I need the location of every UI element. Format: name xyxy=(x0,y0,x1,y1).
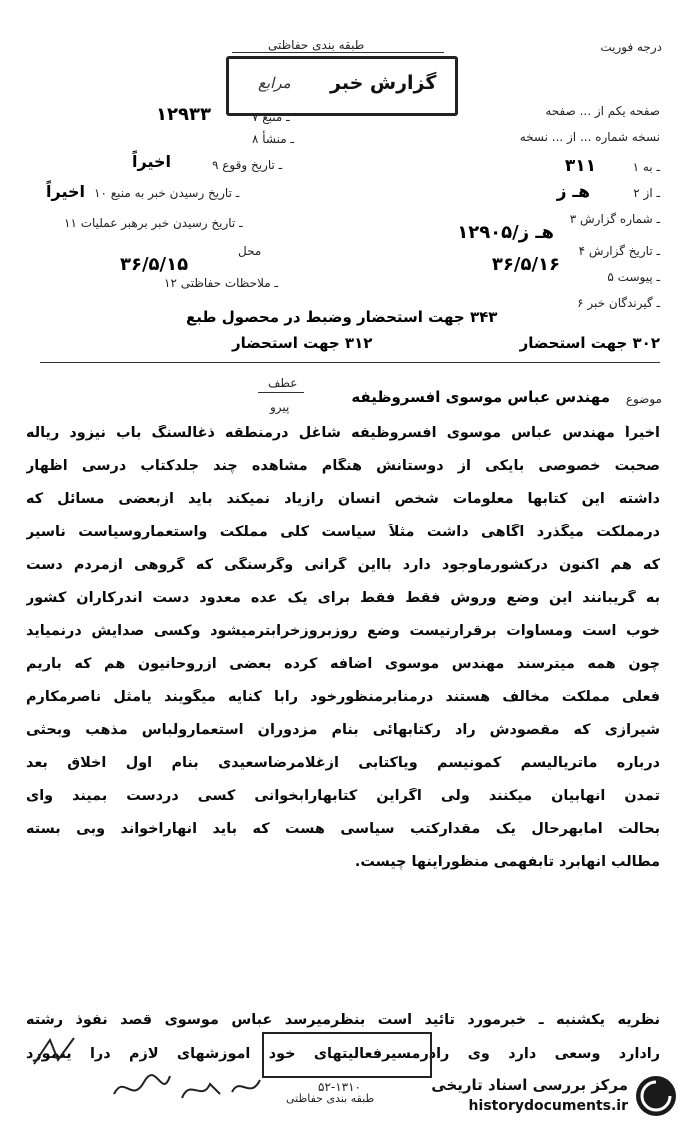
field-occurrence-date-label: ۹ ـ تاریخ وقوع xyxy=(212,158,283,172)
recipients-line-2-left: ۳۱۲ جهت استحضار xyxy=(232,334,373,352)
origin-label: ۸ ـ منشأ xyxy=(252,132,295,146)
field-report-number-value: ۱۲۹۰۵/هـ ز xyxy=(457,222,554,243)
assessment-line-1: نظریه یکشنبه ـ خبرمورد تائید است بنظرمیرسد عباس موسوی قصد نفوذ رشته xyxy=(26,1012,660,1028)
body-line-8: چون همه میترسند مهندس موسوی اضافه کرده بعضی ازروحانیون هم که باریم xyxy=(26,656,660,672)
stamp-handwritten: مرابع xyxy=(258,74,291,92)
recipients-line-2-right: ۳۰۲ جهت استحضار xyxy=(519,334,660,352)
piro-label: پیرو xyxy=(270,400,290,414)
classification-bottom: طبقه بندی حفاظتی xyxy=(286,1092,375,1105)
body-line-12: تمدن آنهابیان میکنند ولی اگراین کتابهارابخوانی کسی دردست بمیند وای xyxy=(26,788,660,804)
watermark-logo-icon xyxy=(636,1076,676,1116)
body-line-13: بحالت امابهرحال یک مقدارکتب سیاسی هست که باید آنهاراخواند وبی بسته xyxy=(26,821,660,837)
field-to-value: ۳۱۱ xyxy=(564,156,596,176)
field-attachment-label: ۵ ـ پیوست xyxy=(607,270,660,284)
field-to-label: ۱ ـ به xyxy=(632,160,660,174)
body-line-3: داشته این کتابها معلومات شخص انسان رازیاد نمیکند باید ازبعضی مسائل که xyxy=(26,491,660,507)
body-line-9: فعلی مملکت مخالف هستند درمنابرمنظورخود رابا کنایه میگویند یامثل ناصرمکارم xyxy=(26,689,660,705)
classification-top: طبقه بندی حفاظتی xyxy=(268,38,365,52)
field-security-notes-label: ۱۲ ـ ملاحظات حفاظتی xyxy=(164,276,278,290)
field-source-received-label: ۱۰ ـ تاریخ رسیدن خبر به منبع xyxy=(94,186,240,200)
body-line-6: به گریبانند این وضع وروش فقط فقط برای یک عده معدود دست اندرکاران کشور xyxy=(26,590,660,606)
atf-label: عطف xyxy=(268,376,298,390)
body-line-1: اخیراً مهندس عباس موسوی افسروظیفه شاغل درمنطقه ذغالسنگ باب نیزود ریاله xyxy=(26,425,660,441)
source-label: ۷ ـ منبع xyxy=(252,110,290,124)
ref-code: ۵۲-۱۳۱۰ xyxy=(318,1080,362,1094)
subject-label: موضوع xyxy=(625,392,662,406)
watermark-title: مرکز بررسی اسناد تاریخی xyxy=(431,1076,628,1094)
page-label: صفحه یکم از ... صفحه xyxy=(545,104,660,118)
watermark-url: historydocuments.ir xyxy=(468,1098,628,1114)
field-ops-received-label: ۱۱ ـ تاریخ رسیدن خبر برهبر عملیات xyxy=(64,216,243,230)
priority-label: درجه فوریت xyxy=(600,40,662,54)
subject-value: مهندس عباس موسوی افسروظیفه xyxy=(351,388,610,406)
body-line-11: درباره ماتریالیسم کمونیسم ویاکتابی ازغلامرضاسعیدی بنام اول اخلاق بعد xyxy=(26,755,660,771)
header-rule xyxy=(232,52,444,53)
assessment-line-2: رادارد وسعی دارد وی رادرمسیرفعالیتهای خود آموزشهای لازم درا ینمورد xyxy=(26,1046,660,1062)
field-from-value: هـ ز xyxy=(556,182,590,202)
field-from-label: ۲ ـ از xyxy=(633,186,660,200)
separator-line xyxy=(40,362,660,363)
field-place-value: ۳۶/۵/۱۵ xyxy=(120,254,189,275)
recipients-line-1: ۳۴۳ جهت استحضار وضبط در محصول طبع xyxy=(186,308,498,326)
field-report-number-label: ۳ ـ شماره گزارش xyxy=(569,212,660,226)
atf-rule xyxy=(258,392,304,393)
signature-marks xyxy=(110,1064,270,1110)
left-margin-signature xyxy=(30,1034,80,1070)
body-line-2: صحبت خصوصی بایکی از دوستانش هنگام مشاهده چند جلدکتاب درسی اظهار xyxy=(26,458,660,474)
body-line-5: که هم اکنون درکشورماوجود دارد بااین گرانی وگرسنگی که گروهی ازمردم دست xyxy=(26,557,660,573)
field-report-date-value: ۳۶/۵/۱۶ xyxy=(491,254,560,275)
body-line-7: خوب است ومساوات برقرارنیست وضع روزبروزخرابترمیشود وکسی صدایش درنمیآید xyxy=(26,623,660,639)
source-number: ۱۲۹۳۳ xyxy=(156,104,211,125)
field-source-received-value: اخیراً xyxy=(46,182,85,201)
body-line-4: درمملکت میگذرد آگاهی داشت مثلاً سیاست کلی مملکت واستعماروسیاست ناسیر xyxy=(26,524,660,540)
field-report-date-label: ۴ ـ تاریخ گزارش xyxy=(578,244,660,258)
stamp-text: گزارش خبر xyxy=(330,72,437,94)
field-place-label: محل xyxy=(238,244,262,258)
field-recipients-label: ۶ ـ گیرندگان خبر xyxy=(577,296,660,310)
body-line-10: شیرازی که مقصودش راد رکتابهائی بنام مزدوران استعمارولباس مذهب وبحثی xyxy=(26,722,660,738)
registry-stamp xyxy=(262,1032,432,1078)
copy-label: نسخه شماره ... از ... نسخه xyxy=(519,130,660,144)
field-occurrence-date-value: اخیراً xyxy=(132,152,171,171)
body-line-14: مطالب آنهابرد تابفهمی منظوراینها چیست. xyxy=(354,854,660,870)
